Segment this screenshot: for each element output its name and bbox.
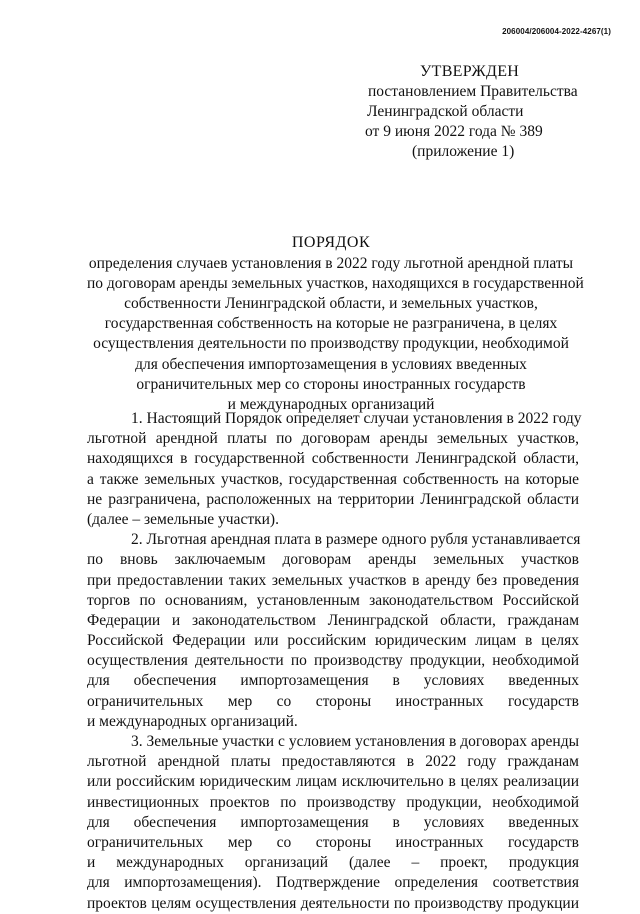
paragraph-3-line: ограничительных мер со стороны иностранных государств [87, 833, 579, 851]
paragraph-2-line: Федерации и законодательством Ленинградской области, гражданам [87, 611, 579, 629]
document-subtitle-line: собственности Ленинградской области, и земельных участков, [124, 295, 538, 313]
paragraph-3-line: инвестиционных проектов по производству продукции, необходимой [87, 793, 579, 811]
document-subtitle-line: по договорам аренды земельных участков, находящихся в государственной [87, 275, 584, 293]
paragraph-2-line: для обеспечения импортозамещения в условиях введенных [87, 672, 579, 690]
paragraph-1-line: 1. Настоящий Порядок определяет случаи установления в 2022 году [131, 410, 582, 427]
paragraph-2-line: по вновь заключаемым договорам аренды земельных участков [87, 551, 579, 569]
paragraph-1-line: а также земельных участков, государственная собственность на которые [87, 470, 579, 488]
approval-line: от 9 июня 2022 года № 389 [365, 123, 543, 140]
paragraph-1-line: льготной арендной платы по договорам аренды земельных участков, [87, 430, 579, 448]
paragraph-2-line: осуществления деятельности по производству продукции, необходимой [87, 652, 579, 670]
document-subtitle-line: осуществления деятельности по производству продукции, необходимой [93, 335, 569, 353]
document-title-block [87, 233, 584, 415]
paragraph-3-line: или российским юридическим лицам исключительно в целях реализации [87, 773, 579, 791]
approval-line: (приложение 1) [412, 143, 515, 160]
paragraph-1-line: (далее – земельные участки). [87, 510, 279, 528]
approval-stamp-block [365, 62, 595, 162]
paragraph-2-line: торгов по основаниям, установленным законодательством Российской [87, 591, 579, 609]
paragraph-2-line: 2. Льготная арендная плата в размере одного рубля устанавливается [131, 531, 581, 549]
document-registration-number: 206004/206004-2022-4267(1) [502, 27, 611, 36]
paragraph-3-line: льготной арендной платы предоставляются в 2022 году гражданам [87, 753, 579, 771]
paragraph-1-line: находящихся в государственной собственности Ленинградской области, [87, 450, 579, 468]
document-title: ПОРЯДОК [291, 234, 371, 251]
document-subtitle-line: для обеспечения импортозамещения в условиях введенных [135, 355, 527, 373]
document-subtitle-line: определения случаев установления в 2022 году льготной арендной платы [88, 255, 574, 273]
paragraph-1-line: не разграничена, расположенных на территории Ленинградской области [87, 490, 579, 508]
paragraph-2-line: Российской Федерации или российским юридическим лицам в целях [87, 632, 579, 650]
paragraph-3-line: для импортозамещения). Подтверждение определения соответствия [87, 874, 579, 892]
approval-line: Ленинградской области [367, 103, 524, 120]
paragraph-3-line: для обеспечения импортозамещения в условиях введенных [87, 813, 579, 831]
document-subtitle-line: государственная собственность на которые не разграничена, в целях [104, 315, 558, 333]
paragraph-3-line: и международных организаций (далее – проект, продукция [87, 854, 579, 872]
paragraph-2-line: ограничительных мер со стороны иностранных государств [87, 692, 579, 710]
paragraph-2-line: при предоставлении таких земельных участков в аренду без проведения [87, 571, 579, 589]
paragraph-2-line: и международных организаций. [87, 712, 298, 730]
paragraph-3-line: проектов целям осуществления деятельности по производству продукции [87, 894, 579, 912]
document-subtitle-line: ограничительных мер со стороны иностранных государств [136, 375, 526, 393]
document-body [87, 409, 582, 914]
approval-heading: УТВЕРЖДЕН [420, 63, 520, 80]
paragraph-3-line: 3. Земельные участки с условием установления в договорах аренды [131, 733, 579, 750]
document-subtitle-line: и международных организаций [227, 395, 435, 413]
approval-line: постановлением Правительства [368, 83, 578, 100]
